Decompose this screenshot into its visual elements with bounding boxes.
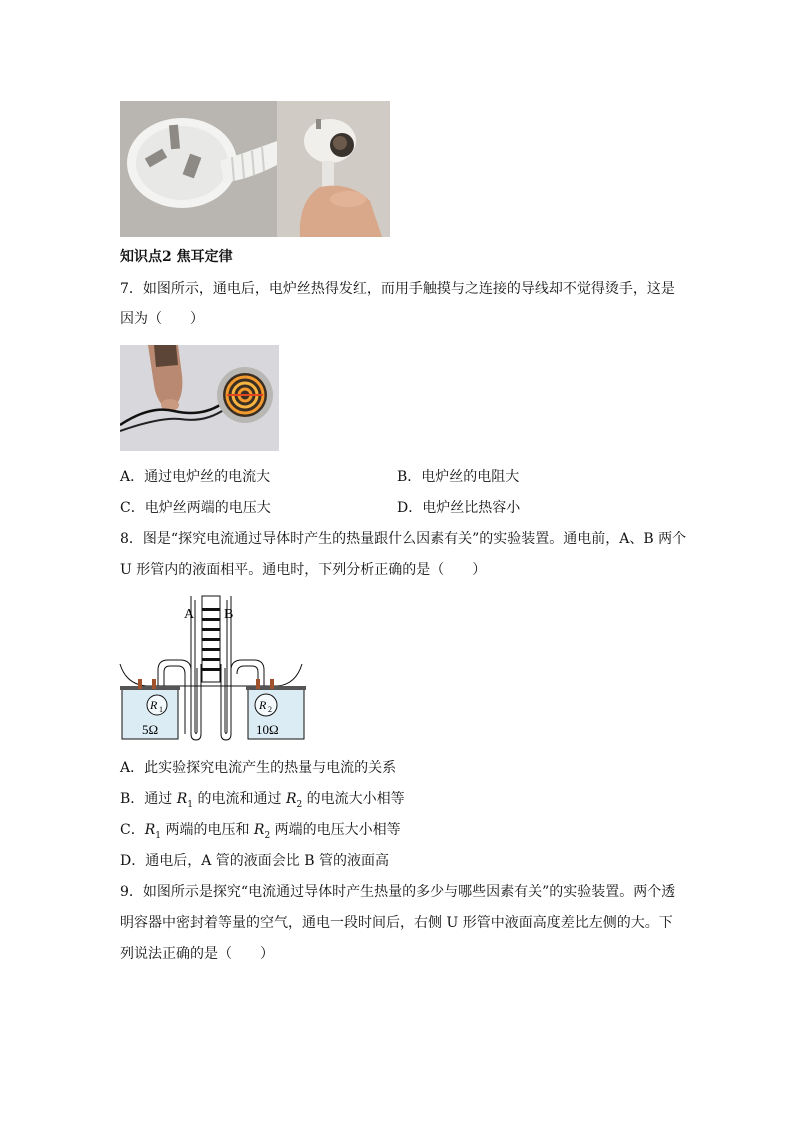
q8-option-c: C．$R_1$ 两端的电压和 $R_2$ 两端的电压大小相等 xyxy=(120,822,401,841)
q8-option-d: D．通电后，A 管的液面会比 B 管的液面高 xyxy=(120,853,389,869)
q8-option-a: A．此实验探究电流产生的热量与电流的关系 xyxy=(120,760,397,776)
r2-subscript: 2 xyxy=(268,705,272,714)
joule-apparatus-diagram xyxy=(118,594,308,744)
q7-option-c: C．电炉丝两端的电压大 xyxy=(120,500,271,516)
r2-value: 10Ω xyxy=(256,722,279,737)
tube-label-b: B xyxy=(224,607,234,622)
q7-option-d: D．电炉丝比热容小 xyxy=(397,500,521,516)
q7-text-line1: 7．如图所示，通电后，电炉丝热得发红，而用手触摸与之连接的导线却不觉得烫手，这是 xyxy=(120,281,675,297)
q7-text-line2: 因为（ ） xyxy=(120,311,204,327)
q8-text-line2: U 形管内的液面相平。通电时，下列分析正确的是（ ） xyxy=(120,562,487,578)
q7-option-a: A．通过电炉丝的电流大 xyxy=(120,469,271,485)
q8-option-b: B．通过 $R_1$ 的电流和通过 $R_2$ 的电流大小相等 xyxy=(120,791,405,810)
q9-text-line1: 9．如图所示是探究“电流通过导体时产生热量的多少与哪些因素有关”的实验装置。两个透 xyxy=(120,884,676,900)
plug-photo xyxy=(120,101,390,237)
q9-text-line3: 列说法正确的是（ ） xyxy=(120,946,274,962)
r1-subscript: 1 xyxy=(159,705,163,714)
q7-option-b: B．电炉丝的电阻大 xyxy=(397,469,520,485)
tube-label-a: A xyxy=(184,607,195,622)
r1-letter: R xyxy=(150,698,158,712)
q9-text-line2: 明容器中密封着等量的空气，通电一段时间后，右侧 U 形管中液面高度差比左侧的大。下 xyxy=(120,915,673,931)
section-heading: 知识点2 焦耳定律 xyxy=(120,249,233,265)
stove-photo xyxy=(120,345,279,451)
r1-value: 5Ω xyxy=(142,722,159,737)
q8-text-line1: 8．图是“探究电流通过导体时产生的热量跟什么因素有关”的实验装置。通电前，A、B 两个 xyxy=(120,531,687,547)
r2-letter: R xyxy=(259,698,267,712)
